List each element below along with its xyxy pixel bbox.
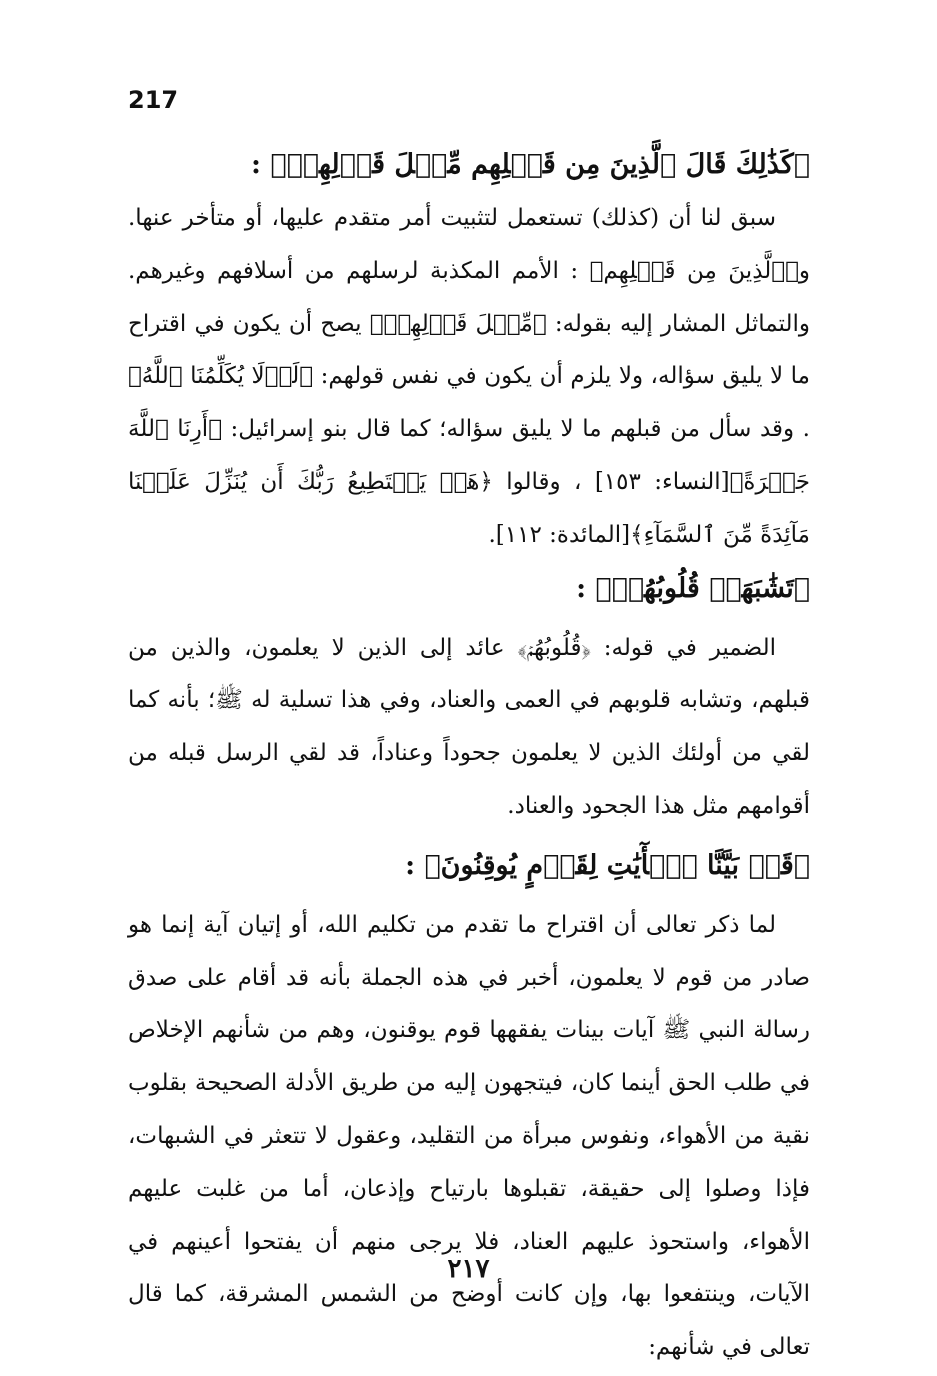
- paragraph-qad-bayyanna-explanation: لما ذكر تعالى أن اقتراح ما تقدم من تكليم الله، أو إتيان آية إنما هو صادر من قوم لا يعلمون، أخبر في هذه الجملة بأنه قد أقام على صدق رسالة النبي ﷺ آيات بينات يفقهها قوم يوقنون، وهم من شأنهم الإخلاص في طلب الحق أينما كان، فيتجهون إليه من طريق الأدلة الصحيحة بقلوب نقية من الأهواء، ونفوس مبرأة من التقليد، وعقول لا تتعثر في الشبهات، فإذا وصلوا إلى حقيقة، تقبلوها بارتياح وإذعان، أما من غلبت عليهم الأهواء، واستحوذ عليهم العناد، فلا يرجى منهم أن يفتحوا أعينهم في الآيات، وينتفعوا بها، وإن كانت أوضح من الشمس المشرقة، كما قال تعالى في شأنهم:: [128, 911, 810, 1361]
- page-content: [128, 138, 810, 1374]
- paragraph-kadhalika-explanation: سبق لنا أن (كذلك) تستعمل لتثبيت أمر متقدم عليها، أو متأخر عنها. و﴿ٱلَّذِينَ مِن قَبۡلِهِم﴾ : الأمم المكذبة لرسلهم من أسلافهم وغيرهم. والتماثل المشار إليه بقوله: ﴿مِّثۡلَ قَوۡلِهِمۡ﴾ يصح أن يكون في اقتراح ما لا يليق سؤاله، ولا يلزم أن يكون في نفس قولهم: ﴿لَوۡلَا يُكَلِّمُنَا ٱللَّهُ﴾ . وقد سأل من قبلهم ما لا يليق سؤاله؛ كما قال بنو إسرائيل: ﴿أَرِنَا ٱللَّهَ جَهۡرَةً﴾[النساء: ١٥٣] ، وقالوا ﴿هَلۡ يَسۡتَطِيعُ رَبُّكَ أَن يُنَزِّلَ عَلَيۡنَا مَآئِدَةً مِّنَ ٱلسَّمَآءِ﴾[المائدة: ١١٢].: [128, 205, 810, 548]
- section-heading-qad-bayyanna: ﴿قَدۡ بَيَّنَّا ٱلۡأٓيَٰتِ لِقَوۡمٍ يُوقِنُونَ﴾ :: [405, 849, 810, 881]
- section-heading-kadhalika: ﴿كَذَٰلِكَ قَالَ ٱلَّذِينَ مِن قَبۡلِهِم مِّثۡلَ قَوۡلِهِمۡ﴾ :: [251, 149, 810, 180]
- paragraph-tashabahat-explanation: الضمير في قوله: ﴿قُلُوبُهُمۡ﴾ عائد إلى الذين لا يعلمون، والذين من قبلهم، وتشابه قلوبهم في العمى والعناد، وفي هذا تسلية له ﷺ؛ بأنه كما لقي من أولئك الذين لا يعلمون جحوداً وعناداً، قد لقي الرسل قبله من أقوامهم مثل هذا الجحود والعناد.: [128, 634, 810, 819]
- top-page-number: 217: [128, 86, 179, 114]
- section-heading-tashabahat: ﴿تَشَٰبَهَتۡ قُلُوبُهُمۡ﴾ :: [576, 572, 810, 604]
- bottom-page-number: ٢١٧: [447, 1254, 490, 1284]
